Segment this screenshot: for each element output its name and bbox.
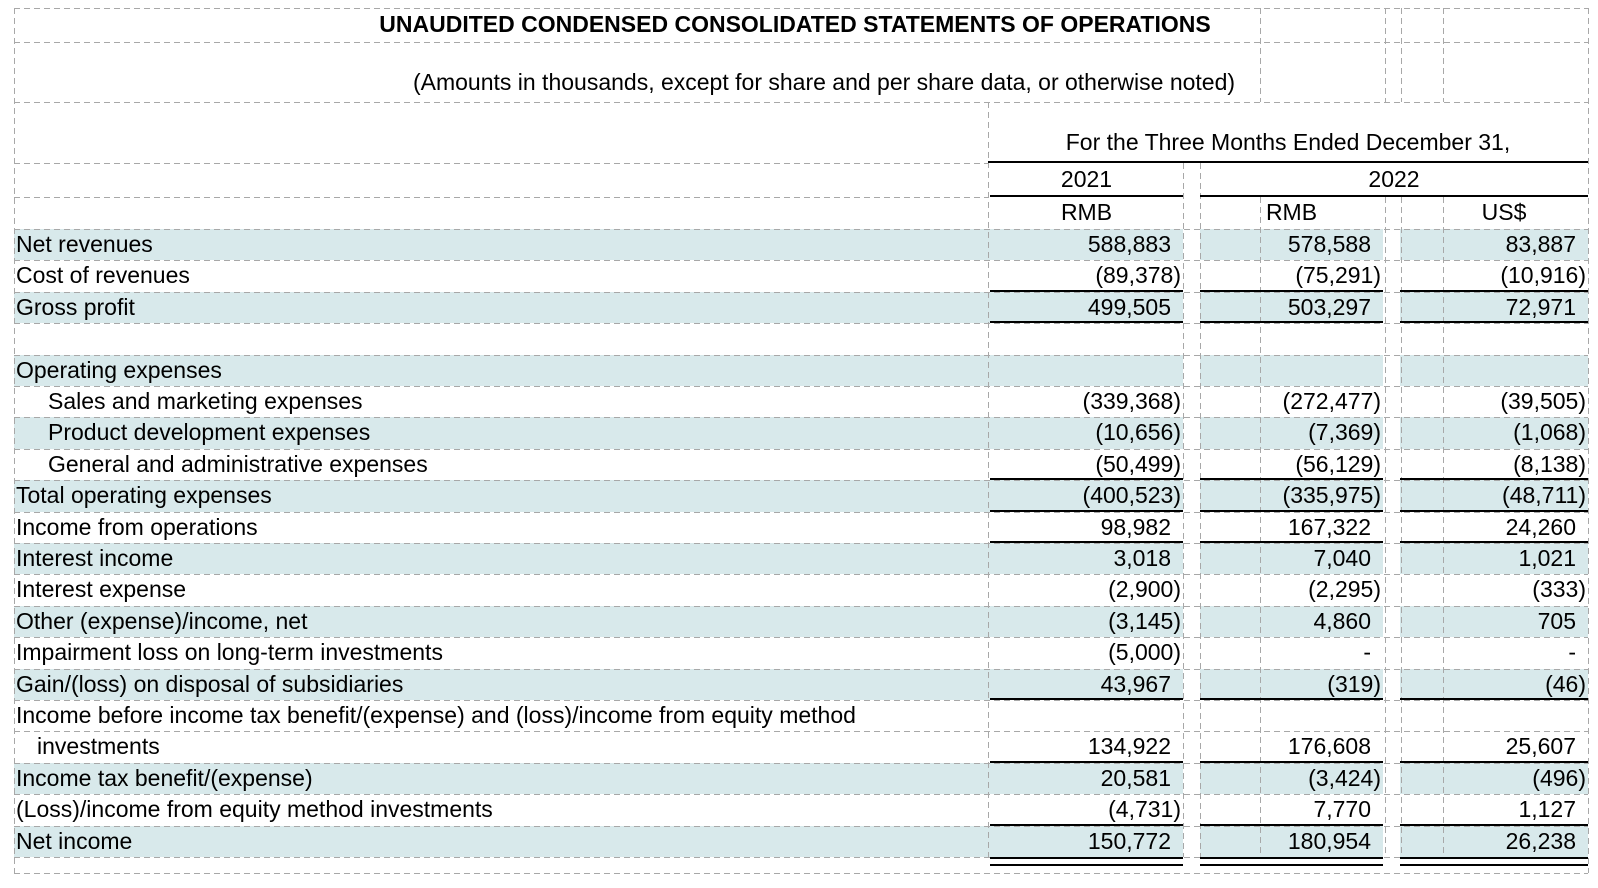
cell-value-2022-us-: (8,138) (1513, 450, 1586, 477)
table-row (14, 543, 1588, 574)
table-row (14, 260, 1588, 291)
cell-value-2022-us-: - (1568, 639, 1576, 666)
cell-value-2022-rmb: 180,954 (1287, 827, 1371, 854)
gridline-horizontal (14, 292, 1588, 293)
subtotal-rule (1400, 478, 1588, 480)
subtotal-rule (990, 321, 1183, 323)
cell-value-2022-us-: (333) (1532, 576, 1586, 603)
subtotal-rule (1200, 698, 1383, 700)
row-label: Gross profit (16, 293, 135, 320)
table-row (14, 323, 1588, 354)
gridline-horizontal (14, 8, 1588, 9)
gridline-horizontal (14, 260, 1588, 261)
cell-value-2022-rmb: 167,322 (1287, 513, 1371, 540)
table-row (14, 355, 1588, 386)
cell-value-2021-rmb: (89,378) (1095, 262, 1181, 289)
gridline-vertical (1260, 8, 1261, 102)
gridline-horizontal (14, 512, 1588, 513)
subtotal-rule (1200, 824, 1383, 826)
gridline-horizontal (14, 229, 1588, 230)
table-row (14, 700, 1588, 731)
cell-value-2022-us-: 83,887 (1505, 231, 1576, 257)
row-label: Product development expenses (48, 419, 371, 446)
gridline-vertical (1588, 8, 1589, 873)
table-row (14, 386, 1588, 417)
table-row (14, 826, 1588, 857)
table-row (14, 606, 1588, 637)
cell-value-2021-rmb: 150,772 (1087, 827, 1171, 854)
subtotal-rule (1200, 541, 1383, 543)
gridline-horizontal (14, 323, 1588, 324)
subtotal-rule (990, 698, 1183, 700)
subtotal-rule (1200, 321, 1383, 323)
grand-total-double-rule (1400, 857, 1588, 866)
gridline-horizontal (14, 826, 1588, 827)
cell-value-2022-rmb: 176,608 (1287, 733, 1371, 760)
gridline-horizontal (14, 163, 988, 164)
subtotal-rule (990, 541, 1183, 543)
table-row (14, 669, 1588, 700)
gridline-horizontal (14, 731, 1588, 732)
row-label: Cost of revenues (16, 262, 190, 289)
gridline-horizontal (14, 480, 1588, 481)
subtotal-rule (990, 824, 1183, 826)
row-label: investments (37, 733, 160, 760)
cell-value-2022-rmb: (2,295) (1308, 576, 1381, 603)
table-row (14, 731, 1588, 762)
row-label: Impairment loss on long-term investments (16, 639, 443, 666)
gridline-vertical (14, 8, 15, 873)
cell-value-2021-rmb: (10,656) (1095, 419, 1181, 446)
subtotal-rule (1400, 541, 1588, 543)
subtotal-rule (990, 478, 1183, 480)
gridline-vertical (1401, 197, 1402, 857)
cell-value-2022-rmb: (272,477) (1282, 388, 1381, 414)
period-header-rule (988, 161, 1588, 163)
gridline-horizontal (14, 42, 1588, 43)
cell-value-2022-rmb: 7,040 (1313, 545, 1371, 571)
gridline-vertical (1183, 163, 1184, 857)
subtotal-rule (1200, 761, 1383, 763)
gridline-horizontal (14, 197, 988, 198)
cell-value-2021-rmb: 134,922 (1087, 733, 1171, 760)
gridline-vertical (1260, 197, 1261, 857)
year-header-2022: 2022 (1368, 166, 1420, 192)
gridline-horizontal (14, 700, 1588, 701)
cell-value-2022-rmb: (335,975) (1282, 482, 1381, 509)
table-row (14, 637, 1588, 668)
cell-value-2021-rmb: 588,883 (1087, 231, 1171, 257)
cell-value-2022-us-: (48,711) (1502, 482, 1586, 509)
gridline-horizontal (14, 873, 1588, 874)
gridline-horizontal (14, 417, 1588, 418)
grand-total-double-rule (990, 857, 1183, 866)
cell-value-2021-rmb (990, 323, 1183, 354)
cell-value-2021-rmb: (50,499) (1095, 450, 1181, 477)
row-label: Sales and marketing expenses (48, 388, 363, 414)
cell-value-2022-us- (1400, 323, 1588, 354)
table-row (14, 763, 1588, 794)
gridline-horizontal (14, 794, 1588, 795)
cell-value-2022-us-: (39,505) (1500, 388, 1586, 414)
gridline-vertical (1385, 8, 1386, 102)
cell-value-2021-rmb: (3,145) (1108, 607, 1181, 634)
cell-value-2022-rmb (1200, 323, 1383, 354)
cell-value-2022-us- (1400, 355, 1588, 386)
currency-header-usd-2022: US$ (1481, 199, 1527, 225)
row-label: Income from operations (16, 513, 258, 540)
cell-value-2022-us-: 25,607 (1505, 733, 1576, 760)
cell-value-2022-us-: 26,238 (1505, 827, 1576, 854)
cell-value-2022-us-: 24,260 (1505, 513, 1576, 540)
year-2021-rule (990, 195, 1183, 197)
gridline-horizontal (14, 574, 1588, 575)
cell-value-2022-rmb (1200, 700, 1383, 731)
row-label: Income tax benefit/(expense) (16, 764, 313, 791)
cell-value-2021-rmb: 43,967 (1100, 670, 1171, 697)
cell-value-2022-rmb: 503,297 (1287, 293, 1371, 320)
gridline-horizontal (14, 449, 1588, 450)
gridline-horizontal (14, 669, 1588, 670)
subtotal-rule (1400, 698, 1588, 700)
cell-value-2021-rmb (990, 700, 1183, 731)
cell-value-2022-rmb (1200, 355, 1383, 386)
cell-value-2022-us-: (10,916) (1500, 262, 1586, 289)
cell-value-2021-rmb: 98,982 (1100, 513, 1171, 540)
cell-value-2022-us- (1400, 700, 1588, 731)
cell-value-2021-rmb: 3,018 (1113, 545, 1171, 571)
cell-value-2022-rmb: (75,291) (1295, 262, 1381, 289)
table-row (14, 229, 1588, 260)
subtotal-rule (1200, 290, 1383, 292)
cell-value-2021-rmb (990, 355, 1183, 386)
gridline-horizontal (14, 355, 1588, 356)
subtotal-rule (1400, 824, 1588, 826)
cell-value-2021-rmb: (5,000) (1108, 639, 1181, 666)
row-label: Interest expense (16, 576, 187, 603)
grand-total-double-rule (1200, 857, 1383, 866)
table-row (14, 480, 1588, 511)
year-2022-rule (1200, 195, 1588, 197)
row-label: Gain/(loss) on disposal of subsidiaries (16, 670, 404, 697)
cell-value-2022-rmb: - (1363, 639, 1371, 666)
gridline-vertical (1385, 197, 1386, 857)
currency-header-rmb-2022: RMB (1265, 199, 1318, 225)
subtotal-rule (1200, 510, 1383, 512)
cell-value-2022-us-: (46) (1545, 670, 1586, 697)
subtotal-rule (990, 290, 1183, 292)
cell-value-2021-rmb: 499,505 (1087, 293, 1171, 320)
currency-header-rmb-2021: RMB (1060, 199, 1113, 225)
gridline-horizontal (14, 102, 1588, 103)
subtotal-rule (1400, 290, 1588, 292)
cell-value-2022-rmb: (7,369) (1308, 419, 1381, 446)
cell-value-2021-rmb: (4,731) (1108, 796, 1181, 823)
cell-value-2021-rmb: 20,581 (1100, 764, 1171, 791)
row-label: Other (expense)/income, net (16, 607, 308, 634)
cell-value-2022-rmb: (319) (1327, 670, 1381, 697)
gridline-horizontal (14, 386, 1588, 387)
table-row (14, 512, 1588, 543)
row-label: Income before income tax benefit/(expense) and (loss)/income from equity method (16, 702, 856, 728)
subtotal-rule (990, 510, 1183, 512)
subtotal-rule (1400, 761, 1588, 763)
table-row (14, 417, 1588, 448)
cell-value-2022-rmb: 578,588 (1287, 231, 1371, 257)
row-label: Net income (16, 827, 133, 854)
cell-value-2022-us-: 1,021 (1518, 545, 1576, 571)
table-row (14, 794, 1588, 825)
cell-value-2022-us-: 1,127 (1518, 796, 1576, 823)
cell-value-2021-rmb: (339,368) (1082, 388, 1181, 414)
cell-value-2022-rmb: (3,424) (1308, 764, 1381, 791)
gridline-vertical (1401, 8, 1402, 102)
cell-value-2021-rmb: (2,900) (1108, 576, 1181, 603)
table-row (14, 449, 1588, 480)
table-row (14, 292, 1588, 323)
cell-value-2022-rmb: 4,860 (1313, 607, 1371, 634)
gridline-horizontal (14, 606, 1588, 607)
cell-value-2022-us-: (496) (1532, 764, 1586, 791)
subtotal-rule (1200, 478, 1383, 480)
gridline-horizontal (14, 763, 1588, 764)
cell-value-2022-us-: 705 (1537, 607, 1576, 634)
row-label: Interest income (16, 545, 174, 571)
cell-value-2021-rmb: (400,523) (1082, 482, 1181, 509)
cell-value-2022-us-: 72,971 (1505, 293, 1576, 320)
cell-value-2022-rmb: (56,129) (1295, 450, 1381, 477)
gridline-vertical (1443, 197, 1444, 857)
table-row (14, 574, 1588, 605)
row-label: Total operating expenses (16, 482, 272, 509)
subtotal-rule (1400, 321, 1588, 323)
subtotal-rule (1400, 510, 1588, 512)
subtotal-rule (990, 761, 1183, 763)
row-label: Net revenues (16, 231, 153, 257)
row-label: (Loss)/income from equity method investments (16, 796, 493, 823)
gridline-vertical (1443, 8, 1444, 102)
statement-subtitle: (Amounts in thousands, except for share and per share data, or otherwise noted) (412, 69, 1236, 95)
gridline-horizontal (14, 543, 1588, 544)
period-column-header: For the Three Months Ended December 31, (1065, 129, 1511, 155)
cell-value-2022-us-: (1,068) (1513, 419, 1586, 446)
year-header-2021: 2021 (1060, 166, 1113, 192)
row-label: General and administrative expenses (48, 450, 428, 477)
gridline-horizontal (14, 637, 1588, 638)
statement-title: UNAUDITED CONDENSED CONSOLIDATED STATEMENTS OF OPERATIONS (379, 11, 1211, 37)
row-label: Operating expenses (16, 356, 222, 383)
cell-value-2022-rmb: 7,770 (1313, 796, 1371, 823)
